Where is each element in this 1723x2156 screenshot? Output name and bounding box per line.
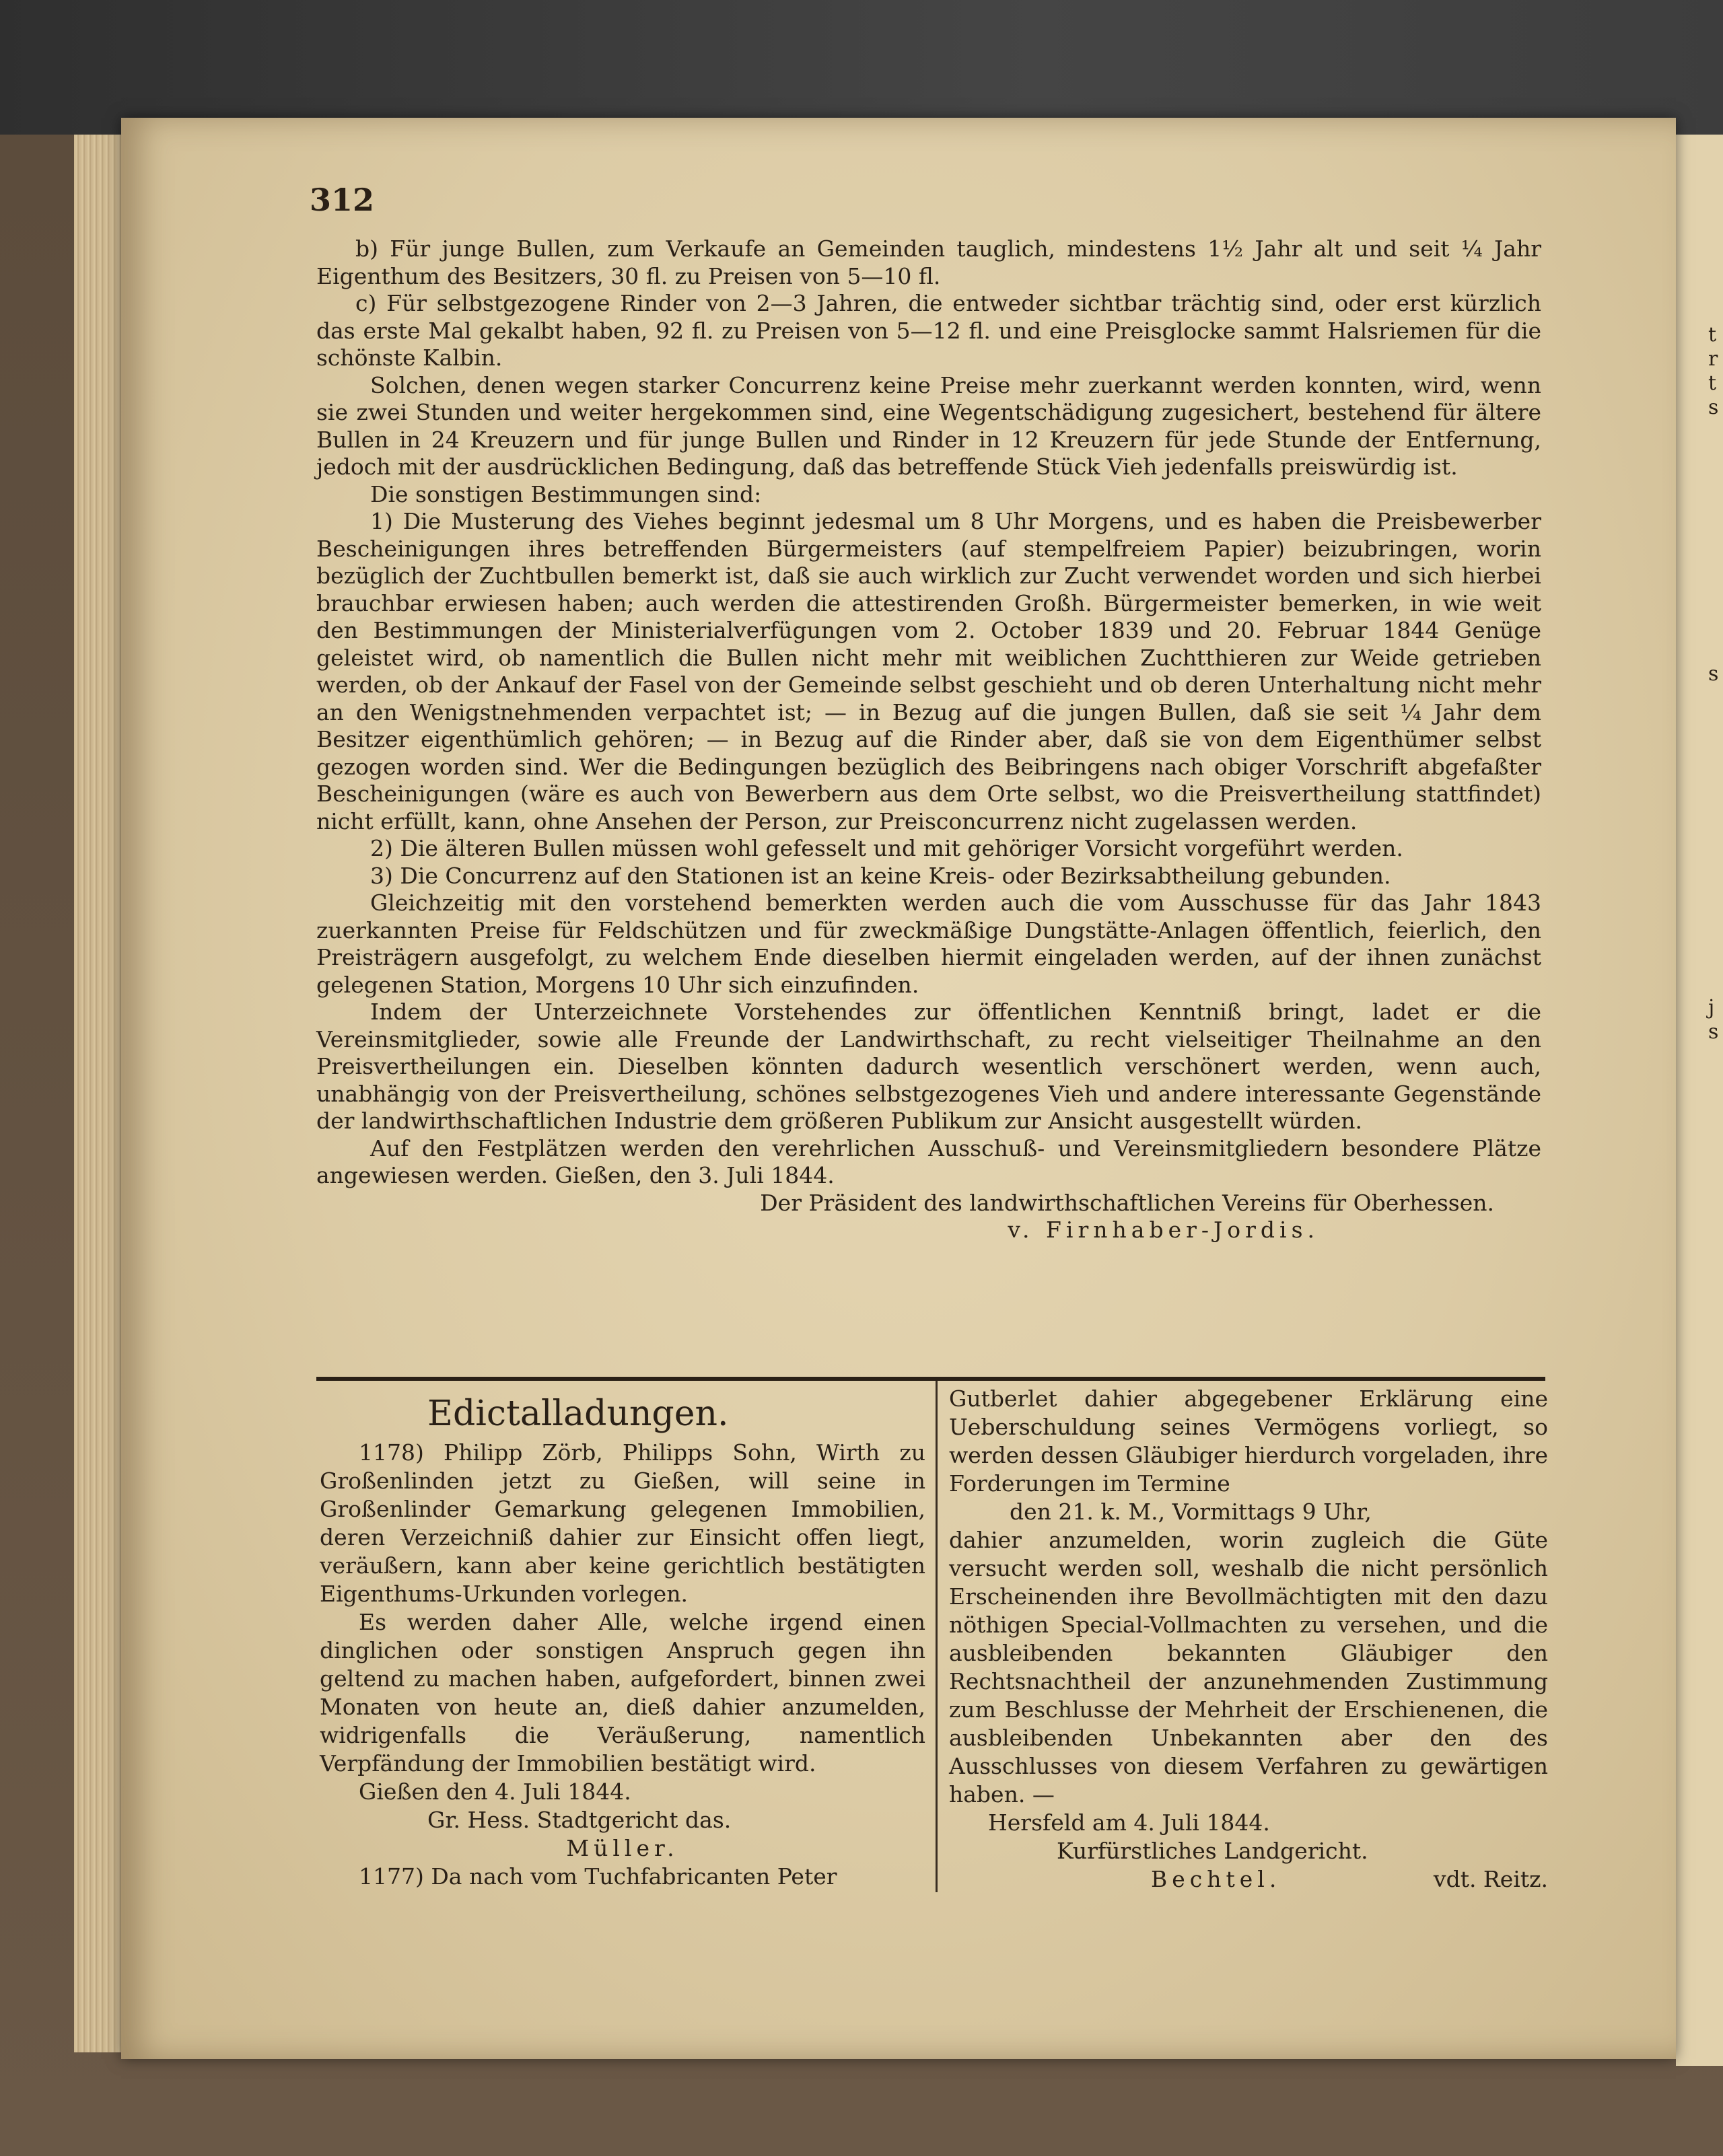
edge-char: r [1708,347,1718,371]
notice-1178-signature: Müller. [566,1835,679,1861]
edge-char: j [1708,996,1715,1019]
president-signature: v. Firnhaber-Jordis. [1008,1217,1319,1243]
edictal-left-column [320,1393,925,1891]
notice-1178-court: Gr. Hess. Stadtgericht das. [427,1807,732,1833]
edictal-right-column [949,1385,1548,1894]
paragraph-seating: Auf den Festplätzen werden den verehrlichen Ausschuß- und Vereinsmitgliedern besondere Plätze angewiesen werden. Gießen, den 3. Juli 1844. [316,1135,1541,1188]
notice-1177-details: dahier anzumelden, worin zugleich die Güte versucht werden soll, weshalb die nicht persönlich Erscheinenden ihre Bevollmächtigten mit den dazu nöthigen Special-Vollmachten zu versehen, und die ausbleibenden bekannten Gläubiger den Rechtsnachtheil der anzunehmenden Zustimmung zum Beschlusse der Mehrheit der Erschienenen, die ausbleibenden Unbekannten aber den des Ausschlusses von diesem Verfahren zu gewärtigen haben. — [949,1527,1548,1807]
column-divider [936,1381,938,1892]
president-title: Der Präsident des landwirthschaftlichen Vereins für Oberhessen. [760,1189,1494,1216]
notice-1178-claims: Es werden daher Alle, welche irgend einen dinglichen oder sonstigen Anspruch gegen ihn geltend zu machen haben, aufgefordert, binnen zwei Monaten von heute an, dieß dahier anzumelden, widrigenfalls die Veräußerung, namentlich Verpfändung der Immobilien bestätigt wird. [320,1609,925,1776]
provision-1: 1) Die Musterung des Viehes beginnt jedesmal um 8 Uhr Morgens, und es haben die Preisbewerber Bescheinigungen ihres betreffenden Bürgermeisters (auf stempelfreiem Papier) beizubringen, worin bezüglich der Zuchtbullen bemerkt ist, daß sie auch wirklich zur Zucht verwendet worden und sich hierbei brauchbar erwiesen haben; auch werden die attestirenden Großh. Bürgermeister bemerken, in wie weit den Bestimmungen der Ministerialverfügungen vom 2. October 1839 und 20. Februar 1844 Genüge geleistet wird, ob namentlich die Bullen nicht mehr mit weiblichen Zuchtthieren zur Weide getrieben werden, ob der Ankauf der Fasel von der Gemeinde selbst geschieht und ob deren Unterhaltung nicht mehr an den Wenigstnehmenden verpachtet ist; — in Bezug auf die jungen Bullen, daß sie seit ¼ Jahr dem Besitzer eigenthümlich gehören; — in Bezug auf die Rinder aber, daß sie von dem Eigenthümer selbst gezogen worden sind. Wer die Bedingungen bezüglich des Beibringens nach obiger Vorschrift abgefaßter Bescheinigungen (wäre es auch von Bewerbern aus dem Orte selbst, wo die Preisvertheilung stattfindet) nicht erfüllt, kann, ohne Ansehen der Person, zur Preisconcurrenz nicht zugelassen werden. [316,508,1541,834]
paragraph-invitation: Indem der Unterzeichnete Vorstehendes zur öffentlichen Kenntniß bringt, ladet er die Vereinsmitglieder, sowie alle Freunde der Landwirthschaft, zu recht vielseitiger Theilnahme an den Preisvertheilungen ein. Dieselben könnten dadurch wesentlich verschönert werden, wenn auch, unabhängig von der Preisvertheilung, schönes selbstgezogenes Vieh und andere interessante Gegenstände der landwirthschaftlichen Industrie dem größeren Publikum zur Ansicht ausgestellt würden. [316,999,1541,1134]
notice-1177-continued: Gutberlet dahier abgegebener Erklärung eine Ueberschuldung seines Vermögens vorliegt, so werden dessen Gläubiger hierdurch vorgeladen, ihre Forderungen im Termine [949,1386,1548,1497]
edge-char: t [1708,371,1717,395]
facing-page-characters [1708,323,1723,1044]
edge-char: s [1708,396,1719,419]
main-text-block [316,236,1541,1244]
paragraph-c: c) Für selbstgezogene Rinder von 2—3 Jahren, die entweder sichtbar trächtig sind, oder erst kürzlich das erste Mal gekalbt haben, 92 fl. zu Preisen von 5—12 fl. und eine Preisglocke sammt Halsriemen für die schönste Kalbin. [316,290,1541,371]
edge-char: s [1708,662,1719,686]
signature-bechtel: Bechtel. [1151,1866,1281,1892]
page-number: 312 [310,182,375,218]
paragraph-travel-compensation: Solchen, denen wegen starker Concurrenz keine Preise mehr zuerkannt werden konnten, wird, wenn sie zwei Stunden und weiter hergekommen sind, eine Wegentschädigung zugesichert, bestehend für ältere Bullen in 24 Kreuzern und für junge Bullen und Rinder in 12 Kreuzern für jede Stunde der Entfernung, jedoch mit der ausdrücklichen Bedingung, daß das betreffende Stück Vieh jedenfalls preiswürdig ist. [316,371,1541,480]
edge-char: t [1708,323,1717,347]
paragraph-b: b) Für junge Bullen, zum Verkaufe an Gemeinden tauglich, mindestens 1½ Jahr alt und seit ¼ Jahr Eigenthum des Besitzers, 30 fl. zu Preisen von 5—10 fl. [316,236,1541,289]
notice-1177-term: den 21. k. M., Vormittags 9 Uhr, [1010,1499,1372,1525]
provision-2: 2) Die älteren Bullen müssen wohl gefesselt und mit gehöriger Vorsicht vorgeführt werden. [370,835,1403,861]
section-divider-rule [316,1377,1545,1381]
paragraph-other-provisions: Die sonstigen Bestimmungen sind: [370,480,762,507]
notice-1177-start: 1177) Da nach vom Tuchfabricanten Peter [359,1863,837,1890]
signature-reitz: vdt. Reitz. [1433,1866,1548,1892]
notice-1177-court: Kurfürstliches Landgericht. [1057,1838,1368,1864]
notice-1178-date: Gießen den 4. Juli 1844. [359,1778,631,1805]
notice-1178-intro: 1178) Philipp Zörb, Philipps Sohn, Wirth zu Großenlinden jetzt zu Gießen, will seine in Großenlinder Gemarkung gelegenen Immobilien, deren Verzeichniß dahier zur Einsicht offen liegt, veräußern, kann aber keine gerichtlich bestätigten Eigenthums-Urkunden vorlegen. [320,1439,925,1607]
section-heading-edictal: Edictalladungen. [427,1394,729,1434]
provision-3: 3) Die Concurrenz auf den Stationen ist an keine Kreis- oder Bezirksabtheilung gebunden. [370,862,1391,889]
edge-char: s [1708,1020,1719,1044]
notice-1177-date: Hersfeld am 4. Juli 1844. [988,1809,1270,1836]
paragraph-prize-ceremony: Gleichzeitig mit den vorstehend bemerkten werden auch die vom Ausschusse für das Jahr 1843 zuerkannten Preise für Feldschützen und für zweckmäßige Dungstätte-Anlagen öffentlich, feierlich, den Preisträgern ausgefolgt, zu welchem Ende dieselben hiermit eingeladen werden, auf der ihnen zunächst gelegenen Station, Morgens 10 Uhr sich einzufinden. [316,890,1541,998]
notice-1177-signatures [949,1865,1548,1894]
